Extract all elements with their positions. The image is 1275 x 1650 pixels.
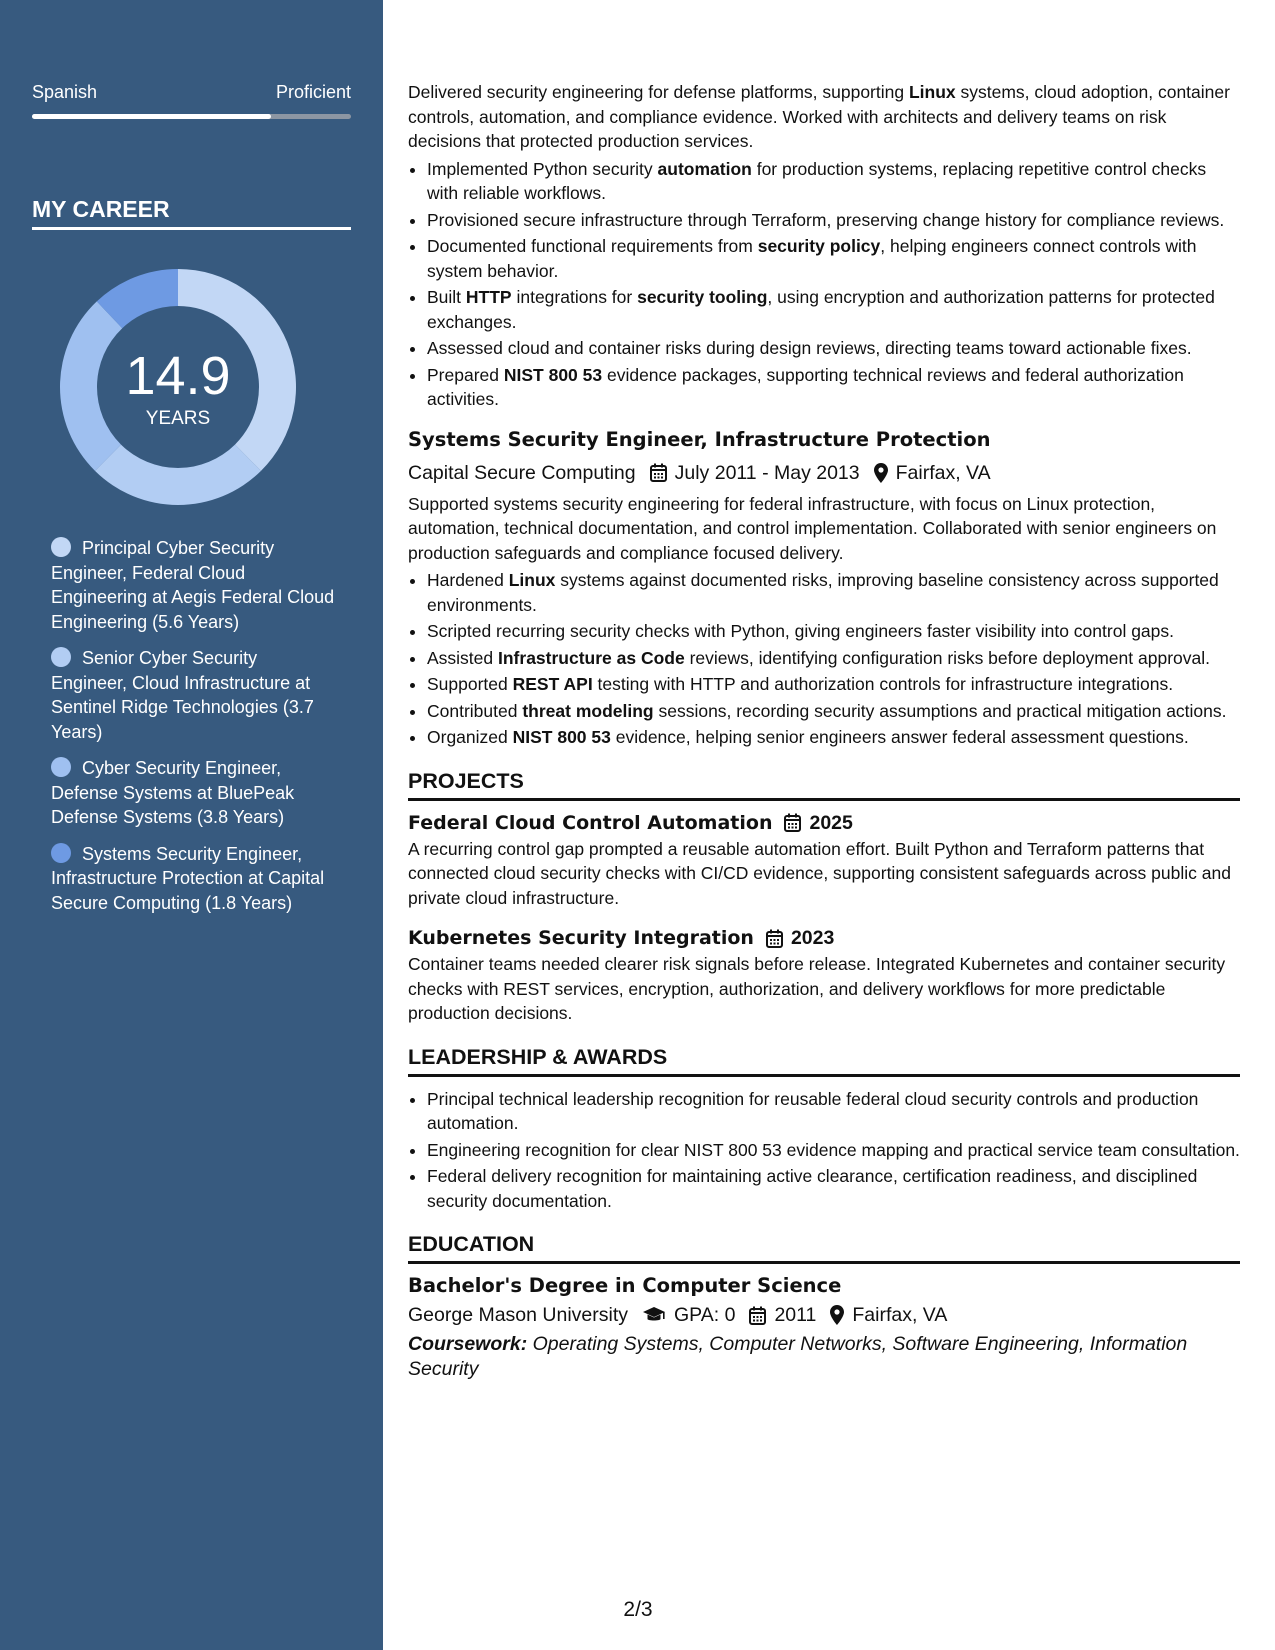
keyword: HTTP (465, 287, 512, 307)
keyword: REST API (512, 674, 593, 694)
job1-bullet: • Provisioned secure infrastructure through Terraform, preserving change history for compliance reviews. (427, 208, 1240, 233)
sidebar (0, 0, 383, 1650)
education-heading: EDUCATION (408, 1229, 1240, 1264)
education-meta (408, 1302, 1240, 1328)
page-number: 2/3 (623, 1598, 653, 1621)
career-heading-rule (32, 227, 351, 230)
career-total-years: 14.9 (125, 346, 231, 406)
job2-bullet: • Contributed threat modeling sessions, recording security assumptions and practical mitigation actions. (427, 699, 1240, 724)
projects-heading: PROJECTS (408, 766, 1240, 801)
keyword: security policy (757, 236, 881, 256)
job2-title: Systems Security Engineer, Infrastructure Protection (408, 427, 991, 451)
career-item (51, 756, 336, 830)
education-degree: Bachelor's Degree in Computer Science (408, 1274, 842, 1297)
job1-bullet: • Built HTTP integrations for security tooling, using encryption and authorization patterns for protected exchanges. (427, 285, 1240, 334)
job2-summary: Supported systems security engineering for federal infrastructure, with focus on Linux protection, automation, technical documentation, and control implementation. Collaborated with senior engineers on production safeguards and compliance focused delivery. (408, 493, 1217, 563)
keyword: automation (657, 158, 752, 179)
awards-heading: LEADERSHIP & AWARDS (408, 1042, 1240, 1077)
job2-bullet: • Scripted recurring security checks with Python, giving engineers faster visibility into control gaps. (427, 619, 1240, 644)
project-year: 2023 (790, 927, 835, 949)
donut-slice (95, 445, 261, 505)
language-row (32, 82, 351, 103)
award-item: • Federal delivery recognition for maintaining active clearance, certification readiness, and disciplined security documentation. (427, 1164, 1240, 1213)
legend-dot-icon (51, 843, 71, 863)
legend-dot-icon (51, 757, 71, 777)
location-pin-icon (874, 463, 888, 483)
career-item-text: Systems Security Engineer, Infrastructure Protection at Capital Secure Computing (1.8 Years) (51, 843, 325, 913)
project-description: A recurring control gap prompted a reusable automation effort. Built Python and Terraform patterns that connected cloud security checks with CI/CD evidence, supporting consistent safeguards across public and private cloud infrastructure. (408, 838, 1231, 908)
job2-dates: July 2011 - May 2013 (674, 461, 860, 484)
calendar-icon (749, 1306, 766, 1325)
project-year: 2025 (809, 811, 853, 834)
education-gpa: GPA: 0 (674, 1304, 736, 1326)
career-item (51, 536, 336, 634)
graduation-cap-icon (642, 1306, 666, 1324)
career-item (51, 842, 336, 916)
keyword: Infrastructure as Code (498, 647, 685, 668)
career-total-unit: YEARS (145, 408, 211, 429)
keyword: NIST 800 53 (503, 364, 603, 385)
job2-meta (408, 460, 1240, 486)
location-pin-icon (830, 1305, 844, 1325)
job1-summary: Delivered security engineering for defense platforms, supporting Linux systems, cloud adoption, container controls, automation, and compliance evidence. Worked with architects and delivery teams on risk decisions that protected production services. (408, 82, 1230, 151)
language-name: Spanish (32, 82, 98, 102)
job2-location: Fairfax, VA (895, 461, 991, 484)
awards-list (408, 1087, 1240, 1214)
coursework-label: Coursework: (408, 1333, 528, 1355)
education-school: George Mason University (408, 1304, 629, 1326)
job2-bullets (408, 568, 1240, 750)
job1-bullet: • Implemented Python security automation for production systems, replacing repetitive control checks with reliable workflows. (427, 157, 1240, 206)
career-heading: MY CAREER (32, 196, 170, 222)
keyword: Linux (908, 82, 956, 102)
main-content (408, 80, 1240, 1382)
award-item: • Engineering recognition for clear NIST 800 53 evidence mapping and practical service team consultation. (427, 1138, 1240, 1163)
job1-bullet: • Assessed cloud and container risks during design reviews, directing teams toward actionable fixes. (427, 336, 1240, 361)
education-location: Fairfax, VA (852, 1304, 948, 1326)
project-title-row (408, 809, 1240, 837)
language-level: Proficient (275, 82, 351, 102)
project-description: Container teams needed clearer risk signals before release. Integrated Kubernetes and container security checks with REST services, encryption, authorization, and delivery workflows for more predictable production decisions. (408, 954, 1226, 1023)
job1-bullets (408, 157, 1240, 412)
project-title: Kubernetes Security Integration (408, 927, 754, 949)
job2-company: Capital Secure Computing (408, 461, 636, 484)
coursework-list: Operating Systems, Computer Networks, Software Engineering, Information Security (408, 1333, 1188, 1380)
job1-bullet: • Documented functional requirements from security policy, helping engineers connect controls with system behavior. (427, 234, 1240, 283)
career-item-text: Senior Cyber Security Engineer, Cloud Infrastructure at Sentinel Ridge Technologies (3.7 Years) (51, 648, 314, 742)
job2-bullet: • Organized NIST 800 53 evidence, helping senior engineers answer federal assessment questions. (427, 725, 1240, 750)
job2-bullet: • Hardened Linux systems against documented risks, improving baseline consistency across supported environments. (427, 568, 1240, 617)
keyword: security tooling (637, 287, 768, 307)
project-title: Federal Cloud Control Automation (408, 811, 773, 834)
keyword: Linux (508, 570, 556, 590)
legend-dot-icon (51, 537, 71, 557)
job1-bullet: • Prepared NIST 800 53 evidence packages, supporting technical reviews and federal authorization activities. (427, 363, 1240, 412)
project-title-row (408, 924, 1240, 952)
language-proficiency-bar (32, 114, 351, 119)
career-item-text: Cyber Security Engineer, Defense Systems at BluePeak Defense Systems (3.8 Years) (51, 758, 295, 827)
calendar-icon (650, 463, 667, 482)
career-item-text: Principal Cyber Security Engineer, Federal Cloud Engineering at Aegis Federal Cloud Engineering (5.6 Years) (51, 538, 335, 632)
career-item (51, 646, 336, 744)
keyword: NIST 800 53 (512, 727, 611, 747)
language-proficiency-fill (32, 114, 271, 119)
award-item: • Principal technical leadership recognition for reusable federal cloud security controls and production automation. (427, 1087, 1240, 1136)
calendar-icon (766, 929, 783, 948)
career-list (51, 536, 336, 927)
legend-dot-icon (51, 647, 71, 667)
job2-bullet: • Supported REST API testing with HTTP and authorization controls for infrastructure integrations. (427, 672, 1240, 697)
calendar-icon (784, 813, 801, 832)
job2-bullet: • Assisted Infrastructure as Code reviews, identifying configuration risks before deployment approval. (427, 646, 1240, 671)
education-coursework (408, 1332, 1240, 1382)
education-year: 2011 (774, 1304, 817, 1326)
keyword: threat modeling (522, 700, 654, 721)
